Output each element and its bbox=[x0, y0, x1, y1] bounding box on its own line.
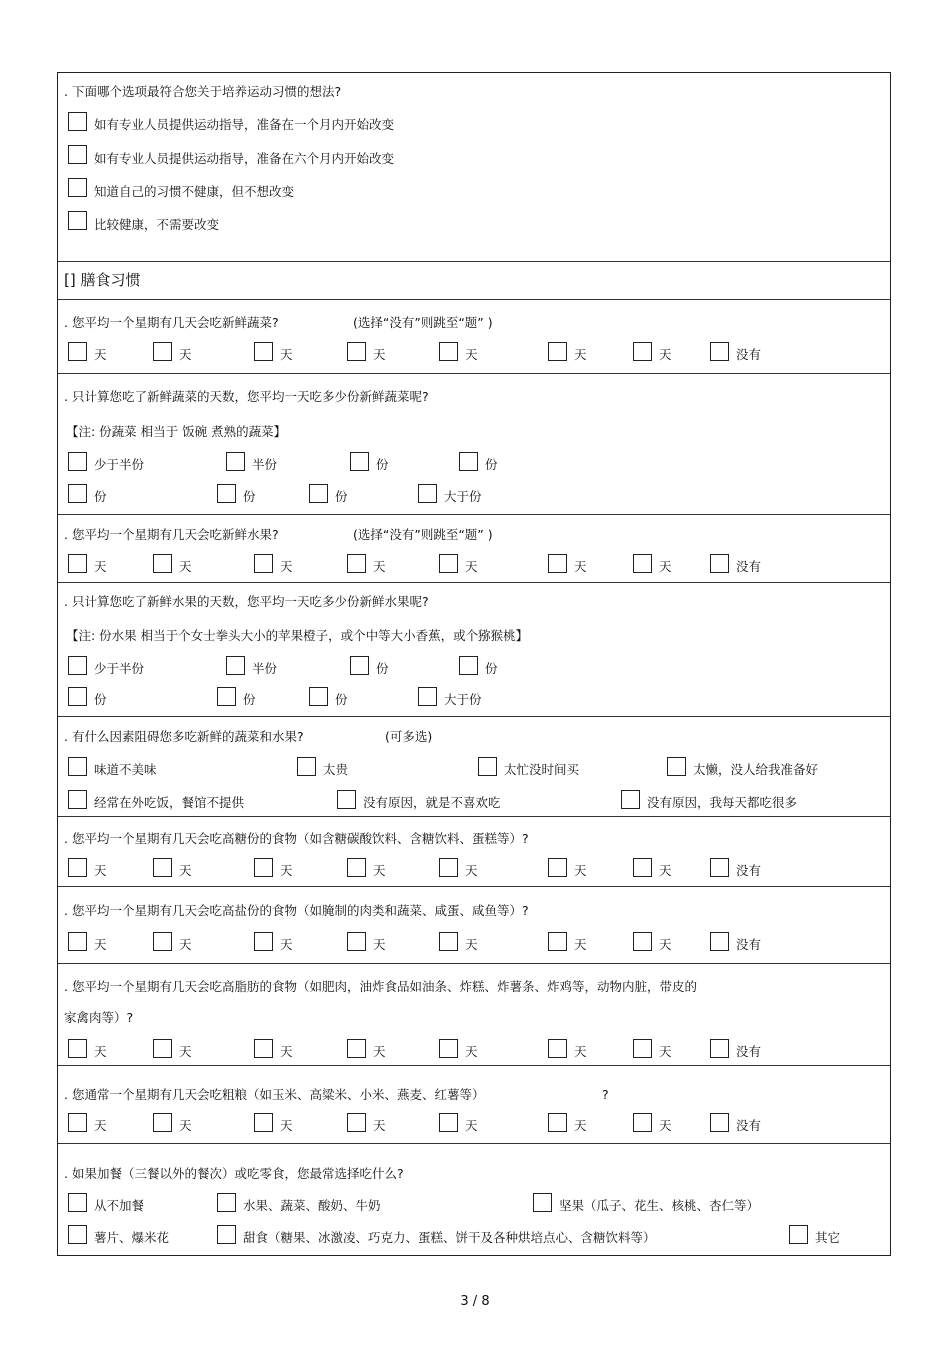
option-label: 天 bbox=[659, 559, 672, 574]
option-label: 甜食（糖果、冰激凌、巧克力、蛋糕、饼干及各种烘培点心、含糖饮料等） bbox=[243, 1230, 656, 1245]
checkbox[interactable] bbox=[667, 757, 686, 776]
option-label: 其它 bbox=[815, 1230, 841, 1245]
checkbox[interactable] bbox=[337, 790, 356, 809]
q-sugar-section bbox=[58, 817, 890, 887]
checkbox[interactable] bbox=[347, 342, 366, 361]
option-label: 天 bbox=[179, 1118, 192, 1133]
question-text: . 您平均一个星期有几天会吃新鲜水果? bbox=[64, 527, 279, 542]
checkbox[interactable] bbox=[633, 858, 652, 877]
checkbox[interactable] bbox=[548, 858, 567, 877]
option-label: 天 bbox=[373, 1118, 386, 1133]
option-label: 天 bbox=[574, 1044, 587, 1059]
option-label: 少于半份 bbox=[94, 457, 145, 472]
option-label: 天 bbox=[280, 347, 293, 362]
option-label: 天 bbox=[179, 559, 192, 574]
question-text: . 您通常一个星期有几天会吃粗粮（如玉米、高粱米、小米、燕麦、红薯等） bbox=[64, 1087, 485, 1102]
option-label: 没有 bbox=[736, 1118, 762, 1133]
checkbox[interactable] bbox=[68, 145, 87, 164]
question-text: . 您平均一个星期有几天会吃新鲜蔬菜? bbox=[64, 315, 279, 330]
checkbox[interactable] bbox=[439, 1113, 458, 1132]
option-label: 天 bbox=[574, 559, 587, 574]
checkbox[interactable] bbox=[68, 178, 87, 197]
option-label: 薯片、爆米花 bbox=[94, 1230, 170, 1245]
checkbox[interactable] bbox=[439, 932, 458, 951]
checkbox[interactable] bbox=[254, 858, 273, 877]
option-label: 天 bbox=[280, 937, 293, 952]
option-label: 天 bbox=[465, 347, 478, 362]
checkbox[interactable] bbox=[633, 1113, 652, 1132]
checkbox[interactable] bbox=[439, 858, 458, 877]
option-label: 天 bbox=[659, 1118, 672, 1133]
checkbox[interactable] bbox=[254, 932, 273, 951]
option-label: 天 bbox=[465, 1118, 478, 1133]
checkbox[interactable] bbox=[217, 1193, 236, 1212]
section-title: [] 膳食习惯 bbox=[64, 271, 141, 289]
option-label: 天 bbox=[280, 863, 293, 878]
checkbox[interactable] bbox=[710, 932, 729, 951]
checkbox[interactable] bbox=[633, 1039, 652, 1058]
checkbox[interactable] bbox=[254, 554, 273, 573]
checkbox[interactable] bbox=[217, 687, 236, 706]
checkbox[interactable] bbox=[254, 342, 273, 361]
checkbox[interactable] bbox=[621, 790, 640, 809]
q-salt-section bbox=[58, 887, 890, 964]
question-note: (选择“没有”则跳至“题” ) bbox=[353, 315, 493, 330]
checkbox[interactable] bbox=[68, 790, 87, 809]
question-text-cont: 家禽肉等）? bbox=[64, 1010, 134, 1025]
checkbox[interactable] bbox=[347, 1113, 366, 1132]
option-label: 天 bbox=[373, 937, 386, 952]
checkbox[interactable] bbox=[710, 342, 729, 361]
q-exercise-section bbox=[58, 73, 890, 262]
option-label: 天 bbox=[280, 1118, 293, 1133]
checkbox[interactable] bbox=[68, 211, 87, 230]
q-fruit-days-section bbox=[58, 515, 890, 583]
checkbox[interactable] bbox=[478, 757, 497, 776]
option-label: 没有 bbox=[736, 559, 762, 574]
question-text: . 下面哪个选项最符合您关于培养运动习惯的想法? bbox=[64, 84, 342, 99]
option-label: 如有专业人员提供运动指导，准备在六个月内开始改变 bbox=[94, 151, 395, 166]
option-label: 半份 bbox=[252, 457, 278, 472]
checkbox[interactable] bbox=[68, 757, 87, 776]
q-veg-days-section bbox=[58, 300, 890, 374]
question-text: . 有什么因素阻碍您多吃新鲜的蔬菜和水果? bbox=[64, 729, 304, 744]
option-label: 份 bbox=[485, 661, 498, 676]
option-label: 份 bbox=[335, 692, 348, 707]
option-label: 天 bbox=[94, 937, 107, 952]
option-label: 半份 bbox=[252, 661, 278, 676]
option-label: 天 bbox=[659, 347, 672, 362]
checkbox[interactable] bbox=[217, 484, 236, 503]
option-label: 没有 bbox=[736, 863, 762, 878]
question-mark: ? bbox=[602, 1087, 609, 1102]
option-label: 经常在外吃饭，餐馆不提供 bbox=[94, 795, 245, 810]
option-label: 没有 bbox=[736, 937, 762, 952]
option-label: 天 bbox=[94, 863, 107, 878]
question-text: . 只计算您吃了新鲜水果的天数，您平均一天吃多少份新鲜水果呢? bbox=[64, 594, 429, 609]
option-label: 大于份 bbox=[444, 692, 482, 707]
checkbox[interactable] bbox=[68, 932, 87, 951]
option-label: 少于半份 bbox=[94, 661, 145, 676]
q-fruit-portion-section bbox=[58, 583, 890, 717]
question-note: 【注: 份蔬菜 相当于 饭碗 煮熟的蔬菜】 bbox=[66, 424, 287, 439]
checkbox[interactable] bbox=[533, 1193, 552, 1212]
option-label: 份 bbox=[376, 457, 389, 472]
checkbox[interactable] bbox=[439, 1039, 458, 1058]
page-number: 3 / 8 bbox=[460, 1294, 490, 1309]
checkbox[interactable] bbox=[68, 858, 87, 877]
checkbox[interactable] bbox=[226, 656, 245, 675]
checkbox[interactable] bbox=[710, 1113, 729, 1132]
checkbox[interactable] bbox=[633, 932, 652, 951]
checkbox[interactable] bbox=[68, 1225, 87, 1244]
checkbox[interactable] bbox=[548, 554, 567, 573]
checkbox[interactable] bbox=[254, 1039, 273, 1058]
checkbox[interactable] bbox=[347, 858, 366, 877]
checkbox[interactable] bbox=[153, 858, 172, 877]
checkbox[interactable] bbox=[548, 932, 567, 951]
option-label: 大于份 bbox=[444, 489, 482, 504]
q-snack-section bbox=[58, 1144, 890, 1257]
checkbox[interactable] bbox=[418, 687, 437, 706]
option-label: 天 bbox=[465, 1044, 478, 1059]
q-veg-portion-section bbox=[58, 374, 890, 515]
option-label: 天 bbox=[659, 1044, 672, 1059]
option-label: 份 bbox=[94, 692, 107, 707]
checkbox[interactable] bbox=[68, 112, 87, 131]
checkbox[interactable] bbox=[68, 554, 87, 573]
checkbox[interactable] bbox=[789, 1225, 808, 1244]
option-label: 天 bbox=[465, 559, 478, 574]
checkbox[interactable] bbox=[350, 656, 369, 675]
q-fat-section bbox=[58, 964, 890, 1066]
option-label: 如有专业人员提供运动指导，准备在一个月内开始改变 bbox=[94, 117, 395, 132]
option-label: 天 bbox=[280, 1044, 293, 1059]
question-note: (可多选) bbox=[385, 729, 433, 744]
checkbox[interactable] bbox=[68, 342, 87, 361]
option-label: 天 bbox=[574, 863, 587, 878]
option-label: 份 bbox=[243, 692, 256, 707]
option-label: 味道不美味 bbox=[94, 762, 157, 777]
checkbox[interactable] bbox=[68, 687, 87, 706]
option-label: 天 bbox=[179, 347, 192, 362]
checkbox[interactable] bbox=[439, 342, 458, 361]
checkbox[interactable] bbox=[548, 342, 567, 361]
option-label: 没有 bbox=[736, 347, 762, 362]
option-label: 没有 bbox=[736, 1044, 762, 1059]
section-header-diet bbox=[58, 262, 890, 300]
checkbox[interactable] bbox=[226, 452, 245, 471]
option-label: 天 bbox=[659, 863, 672, 878]
checkbox[interactable] bbox=[153, 1039, 172, 1058]
questionnaire-table bbox=[57, 72, 891, 1256]
option-label: 比较健康，不需要改变 bbox=[94, 217, 220, 232]
option-label: 天 bbox=[179, 937, 192, 952]
question-text: . 您平均一个星期有几天会吃高盐份的食物（如腌制的肉类和蔬菜、咸蛋、咸鱼等）? bbox=[64, 903, 529, 918]
checkbox[interactable] bbox=[548, 1113, 567, 1132]
option-label: 太懒，没人给我准备好 bbox=[693, 762, 819, 777]
option-label: 天 bbox=[659, 937, 672, 952]
checkbox[interactable] bbox=[297, 757, 316, 776]
option-label: 天 bbox=[179, 1044, 192, 1059]
option-label: 天 bbox=[94, 1118, 107, 1133]
checkbox[interactable] bbox=[153, 932, 172, 951]
question-text: . 您平均一个星期有几天会吃高糖份的食物（如含糖碳酸饮料、含糖饮料、蛋糕等）? bbox=[64, 831, 529, 846]
checkbox[interactable] bbox=[459, 452, 478, 471]
q-barriers-section bbox=[58, 717, 890, 817]
checkbox[interactable] bbox=[459, 656, 478, 675]
option-label: 天 bbox=[179, 863, 192, 878]
option-label: 天 bbox=[94, 1044, 107, 1059]
option-label: 天 bbox=[373, 347, 386, 362]
checkbox[interactable] bbox=[309, 687, 328, 706]
option-label: 天 bbox=[574, 347, 587, 362]
question-text: . 您平均一个星期有几天会吃高脂肪的食物（如肥肉，油炸食品如油条、炸糕、炸薯条、炸鸡等，动物内脏，带皮的 bbox=[64, 979, 697, 994]
option-label: 坚果（瓜子、花生、核桃、杏仁等） bbox=[559, 1198, 760, 1213]
checkbox[interactable] bbox=[710, 858, 729, 877]
checkbox[interactable] bbox=[153, 342, 172, 361]
checkbox[interactable] bbox=[254, 1113, 273, 1132]
checkbox[interactable] bbox=[710, 554, 729, 573]
checkbox[interactable] bbox=[68, 484, 87, 503]
option-label: 知道自己的习惯不健康，但不想改变 bbox=[94, 184, 295, 199]
option-label: 太忙没时间买 bbox=[504, 762, 580, 777]
checkbox[interactable] bbox=[350, 452, 369, 471]
checkbox[interactable] bbox=[68, 1193, 87, 1212]
option-label: 太贵 bbox=[323, 762, 349, 777]
checkbox[interactable] bbox=[68, 452, 87, 471]
checkbox[interactable] bbox=[68, 1039, 87, 1058]
question-note: 【注: 份水果 相当于个女士拳头大小的苹果橙子，或个中等大小香蕉，或个猕猴桃】 bbox=[66, 628, 529, 643]
q-grain-section bbox=[58, 1066, 890, 1144]
checkbox[interactable] bbox=[439, 554, 458, 573]
option-label: 份 bbox=[335, 489, 348, 504]
option-label: 天 bbox=[280, 559, 293, 574]
option-label: 份 bbox=[243, 489, 256, 504]
option-label: 天 bbox=[465, 937, 478, 952]
checkbox[interactable] bbox=[710, 1039, 729, 1058]
option-label: 天 bbox=[574, 937, 587, 952]
question-text: . 如果加餐（三餐以外的餐次）或吃零食，您最常选择吃什么? bbox=[64, 1166, 404, 1181]
checkbox[interactable] bbox=[633, 554, 652, 573]
option-label: 天 bbox=[373, 863, 386, 878]
option-label: 没有原因，我每天都吃很多 bbox=[647, 795, 798, 810]
option-label: 份 bbox=[376, 661, 389, 676]
question-text: . 只计算您吃了新鲜蔬菜的天数，您平均一天吃多少份新鲜蔬菜呢? bbox=[64, 389, 429, 404]
checkbox[interactable] bbox=[418, 484, 437, 503]
option-label: 天 bbox=[373, 1044, 386, 1059]
option-label: 天 bbox=[574, 1118, 587, 1133]
option-label: 没有原因，就是不喜欢吃 bbox=[363, 795, 501, 810]
option-label: 天 bbox=[465, 863, 478, 878]
option-label: 水果、蔬菜、酸奶、牛奶 bbox=[243, 1198, 381, 1213]
option-label: 份 bbox=[94, 489, 107, 504]
checkbox[interactable] bbox=[68, 1113, 87, 1132]
checkbox[interactable] bbox=[347, 1039, 366, 1058]
option-label: 天 bbox=[94, 559, 107, 574]
checkbox[interactable] bbox=[347, 554, 366, 573]
checkbox[interactable] bbox=[68, 656, 87, 675]
checkbox[interactable] bbox=[633, 342, 652, 361]
checkbox[interactable] bbox=[217, 1225, 236, 1244]
option-label: 天 bbox=[94, 347, 107, 362]
option-label: 份 bbox=[485, 457, 498, 472]
checkbox[interactable] bbox=[347, 932, 366, 951]
checkbox[interactable] bbox=[153, 554, 172, 573]
question-note: (选择“没有”则跳至“题” ) bbox=[353, 527, 493, 542]
option-label: 天 bbox=[373, 559, 386, 574]
option-label: 从不加餐 bbox=[94, 1198, 145, 1213]
checkbox[interactable] bbox=[153, 1113, 172, 1132]
checkbox[interactable] bbox=[309, 484, 328, 503]
checkbox[interactable] bbox=[548, 1039, 567, 1058]
